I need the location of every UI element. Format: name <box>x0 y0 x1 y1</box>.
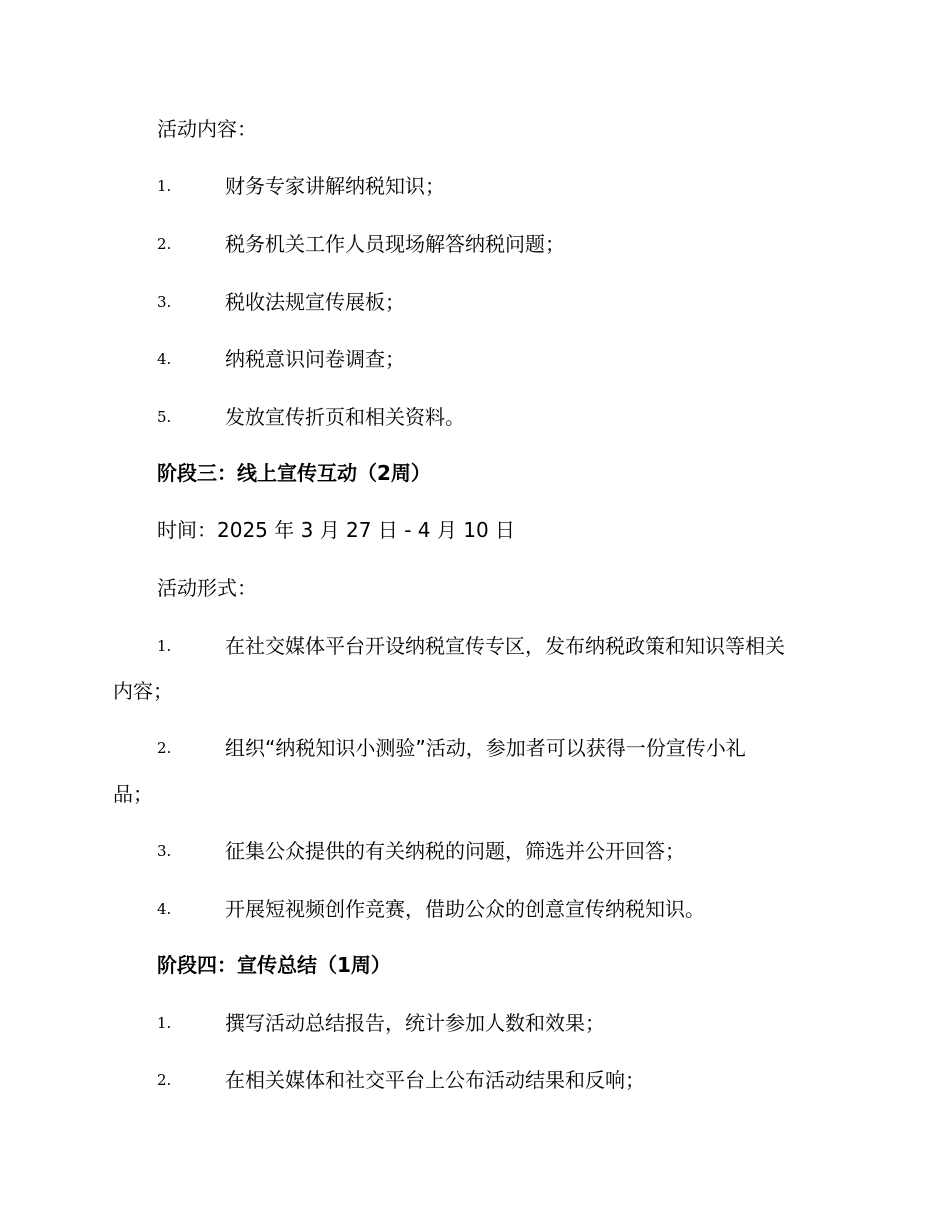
form-label: 活动形式： <box>157 576 257 600</box>
list-item: 税务机关工作人员现场解答纳税问题； <box>225 232 565 256</box>
list-number: 2. <box>157 739 172 757</box>
list-item: 组织“纳税知识小测验”活动，参加者可以获得一份宣传小礼 <box>225 736 746 760</box>
list-item: 撰写活动总结报告，统计参加人数和效果； <box>225 1011 605 1035</box>
stage3-time: 时间：2025 年 3 月 27 日 - 4 月 10 日 <box>157 518 516 542</box>
list-number: 1. <box>157 177 172 195</box>
list-number: 1. <box>157 637 172 655</box>
list-item: 财务专家讲解纳税知识； <box>225 174 445 198</box>
list-number: 2. <box>157 235 172 253</box>
list-item-continuation: 内容； <box>113 679 173 703</box>
list-item-continuation: 品； <box>113 782 153 806</box>
list-item: 发放宣传折页和相关资料。 <box>225 405 465 429</box>
content-label: 活动内容： <box>157 117 257 141</box>
list-number: 2. <box>157 1071 172 1089</box>
list-item: 在社交媒体平台开设纳税宣传专区，发布纳税政策和知识等相关 <box>225 634 785 658</box>
list-item: 纳税意识问卷调查； <box>225 347 405 371</box>
stage4-heading: 阶段四：宣传总结（1周） <box>157 953 391 977</box>
list-item: 开展短视频创作竞赛，借助公众的创意宣传纳税知识。 <box>225 897 705 921</box>
list-item: 在相关媒体和社交平台上公布活动结果和反响； <box>225 1068 645 1092</box>
list-number: 1. <box>157 1014 172 1032</box>
list-number: 3. <box>157 293 172 311</box>
list-number: 4. <box>157 350 172 368</box>
list-number: 3. <box>157 842 172 860</box>
list-item: 征集公众提供的有关纳税的问题，筛选并公开回答； <box>225 839 685 863</box>
stage3-heading: 阶段三：线上宣传互动（2周） <box>157 461 431 485</box>
list-item: 税收法规宣传展板； <box>225 290 405 314</box>
list-number: 5. <box>157 408 172 426</box>
list-number: 4. <box>157 900 172 918</box>
